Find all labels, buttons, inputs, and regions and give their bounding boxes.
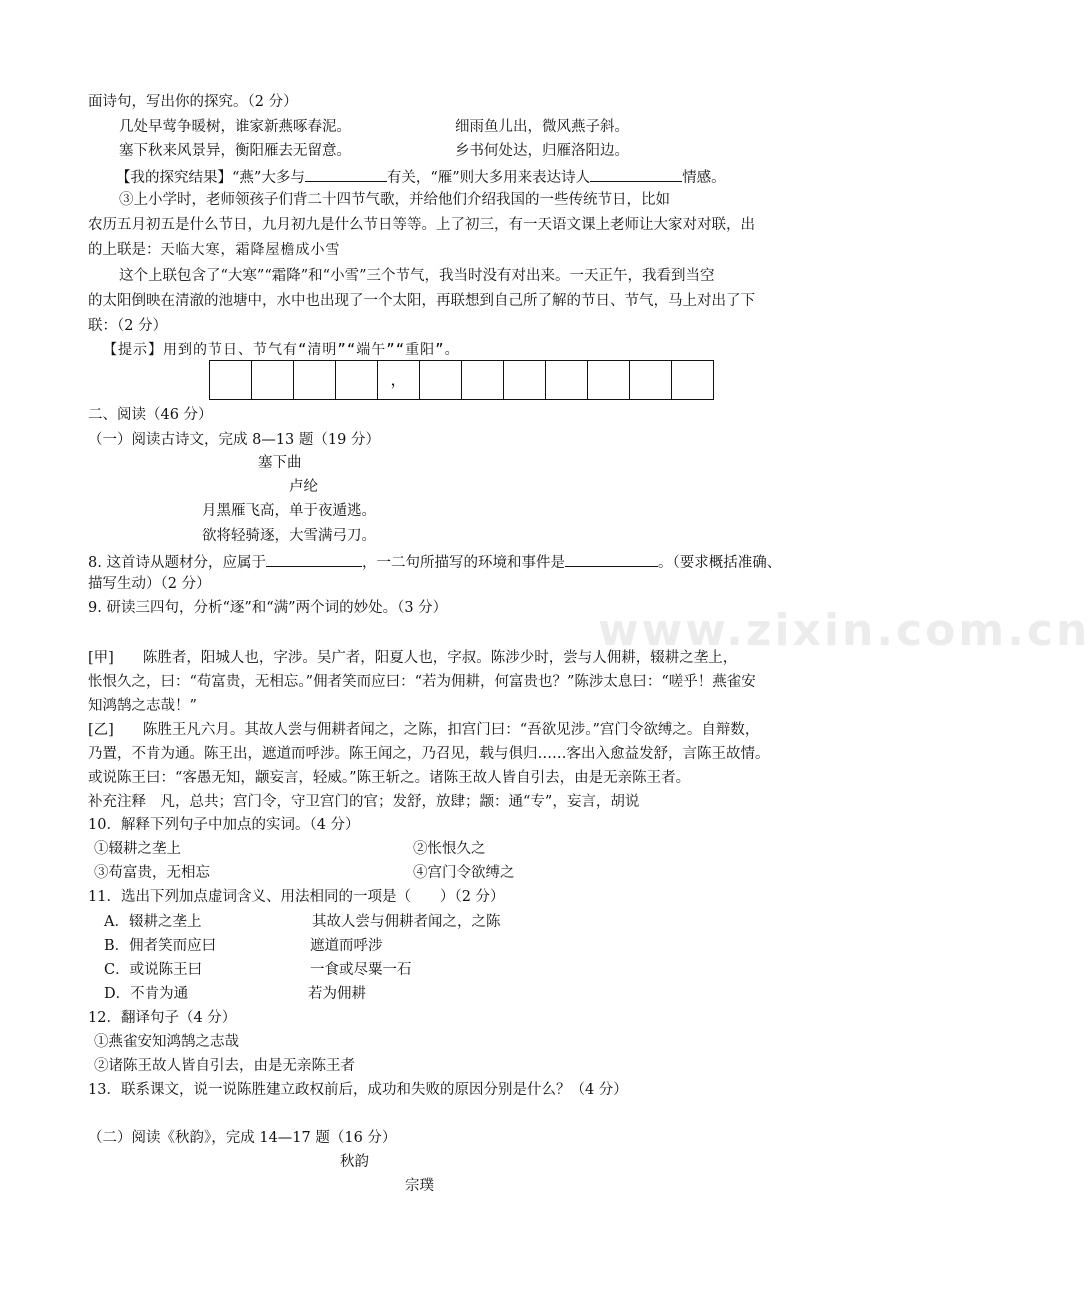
answer-box[interactable] [209, 360, 252, 400]
explore-text: 【我的探究结果】“燕”大多与 [116, 170, 305, 186]
essay-title: 秋韵 [340, 1154, 369, 1170]
answer-blank[interactable] [565, 550, 658, 567]
subquestion: ④宫门令欲缚之 [413, 865, 515, 881]
poem-line: 细雨鱼儿出，微风燕子斜。 [455, 119, 629, 135]
answer-blank[interactable] [266, 550, 362, 567]
passage-yi: 或说陈王曰：“客愚无知，颛妄言，轻威。”陈王斩之。诸陈王故人皆自引去，由是无亲陈王者。 [88, 770, 691, 786]
answer-box[interactable] [587, 360, 630, 400]
passage-yi: [乙] 陈胜王凡六月。其故人尝与佣耕者闻之，之陈，扣宫门曰：“吾欲见涉。”宫门令欲缚之。自辩数， [88, 722, 760, 738]
explore-text: 有关，“雁”则大多用来表达诗人 [386, 170, 591, 186]
question-text: 的太阳倒映在清澈的池塘中，水中也出现了一个太阳，再联想到自己所了解的节日、节气，马上对出了下 [88, 293, 755, 309]
section-subheading: （一）阅读古诗文，完成 8—13 题（19 分） [88, 432, 380, 448]
question-12: 12．翻译句子（4 分） [88, 1010, 237, 1026]
question-text: 联：（2 分） [88, 318, 168, 334]
essay-author: 宗璞 [405, 1178, 434, 1194]
poem-line: 欲将轻骑逐，大雪满弓刀。 [202, 528, 376, 544]
poem-line: 塞下秋来风景异，衡阳雁去无留意。 [119, 143, 351, 159]
question-13: 13．联系课文，说一说陈胜建立政权前后，成功和失败的原因分别是什么？（4 分） [88, 1082, 628, 1098]
passage-yi: 乃置，不肯为通。陈王出，遮道而呼涉。陈王闻之，乃召见，载与俱归……客出入愈益发舒，言陈王故情。 [88, 746, 770, 762]
answer-box[interactable] [461, 360, 504, 400]
choice-option-compare: 其故人尝与佣耕者闻之，之陈 [312, 914, 501, 930]
poem-line: 月黑雁飞高，单于夜遁逃。 [202, 503, 376, 519]
question-text: 这个上联包含了“大寒”“霜降”和“小雪”三个节气，我当时没有对出来。一天正午，我看到当空 [119, 268, 715, 284]
question-8 [88, 550, 781, 573]
answer-box[interactable] [335, 360, 378, 400]
answer-box[interactable] [671, 360, 714, 400]
question-text-part: ，一二句所描写的环境和事件是 [361, 555, 565, 571]
answer-box[interactable] [419, 360, 462, 400]
hint-text: 【提示】用到的节日、节气有“清明”“端午”“重阳”。 [103, 342, 460, 358]
answer-blank[interactable] [305, 165, 387, 182]
section-heading: 二、阅读（46 分） [88, 407, 213, 423]
explore-result [116, 165, 726, 188]
question-text-part: 的上联是： [88, 242, 161, 258]
question-text-part: 8. 这首诗从题材分，应属于 [88, 555, 266, 571]
poem-author: 卢纶 [289, 479, 318, 495]
question-text: 面诗句，写出你的探究。（2 分） [88, 94, 298, 110]
choice-option[interactable]: D．不肯为通 [104, 986, 189, 1002]
poem-line: 乡书何处达，归雁洛阳边。 [455, 143, 629, 159]
annotation-note: 补充注释 凡，总共；宫门令，守卫宫门的官；发舒，放肆；颛：通“专”，妄言，胡说 [88, 794, 640, 810]
choice-option-compare: 遮道而呼涉 [310, 938, 383, 954]
choice-option-compare: 一食或尽粟一石 [310, 962, 412, 978]
section-subheading: （二）阅读《秋韵》，完成 14—17 题（16 分） [88, 1130, 397, 1146]
question-text [88, 240, 341, 260]
poem-line: 几处早莺争暖树，谁家新燕啄春泥。 [119, 119, 351, 135]
choice-option[interactable]: A．辍耕之垄上 [104, 914, 202, 930]
subquestion: ②诸陈王故人皆自引去，由是无亲陈王者 [94, 1058, 355, 1074]
answer-box[interactable]: ， [377, 360, 420, 400]
question-10: 10．解释下列句子中加点的实词。（4 分） [88, 817, 360, 833]
subquestion: ①辍耕之垄上 [94, 841, 181, 857]
watermark: www.zixin.com.cn [598, 605, 1090, 656]
choice-option[interactable]: B．佣者笑而应曰 [104, 938, 217, 954]
passage-jia: 知鸿鹄之志哉！” [88, 698, 197, 714]
passage-jia: [甲] 陈胜者，阳城人也，字涉。吴广者，阳夏人也，字叔。陈涉少时，尝与人佣耕，辍耕之垄上， [88, 650, 738, 666]
question-9: 9. 研读三四句，分析“逐”和“满”两个词的妙处。（3 分） [88, 600, 448, 616]
question-text: ③上小学时，老师领孩子们背二十四节气歌，并给他们介绍我国的一些传统节日，比如 [119, 192, 670, 208]
answer-box[interactable] [629, 360, 672, 400]
couplet-first-line: 天临大寒，霜降屋檐成小雪 [160, 242, 341, 258]
answer-box[interactable] [293, 360, 336, 400]
choice-option-compare: 若为佣耕 [308, 986, 366, 1002]
question-text-part: 。（要求概括准确、 [657, 555, 782, 571]
question-text: 农历五月初五是什么节日，九月初九是什么节日等等。上了初三，有一天语文课上老师让大家对对联，出 [88, 217, 755, 233]
explore-text: 情感。 [682, 170, 726, 186]
answer-box[interactable] [545, 360, 588, 400]
choice-option[interactable]: C．或说陈王曰 [104, 962, 203, 978]
answer-box[interactable] [251, 360, 294, 400]
question-11: 11．选出下列加点虚词含义、用法相同的一项是（ ）（2 分） [88, 889, 505, 905]
answer-box[interactable] [503, 360, 546, 400]
poem-title: 塞下曲 [258, 455, 302, 471]
question-text: 描写生动）（2 分） [88, 576, 211, 592]
subquestion: ②怅恨久之 [413, 841, 486, 857]
answer-box-grid [210, 360, 714, 400]
passage-jia: 怅恨久之，曰：“苟富贵，无相忘。”佣者笑而应曰：“若为佣耕，何富贵也？”陈涉太息曰：“嗟乎！燕雀安 [88, 674, 756, 690]
subquestion: ①燕雀安知鸿鹄之志哉 [94, 1034, 239, 1050]
subquestion: ③苟富贵，无相忘 [94, 865, 210, 881]
answer-blank[interactable] [590, 165, 682, 182]
